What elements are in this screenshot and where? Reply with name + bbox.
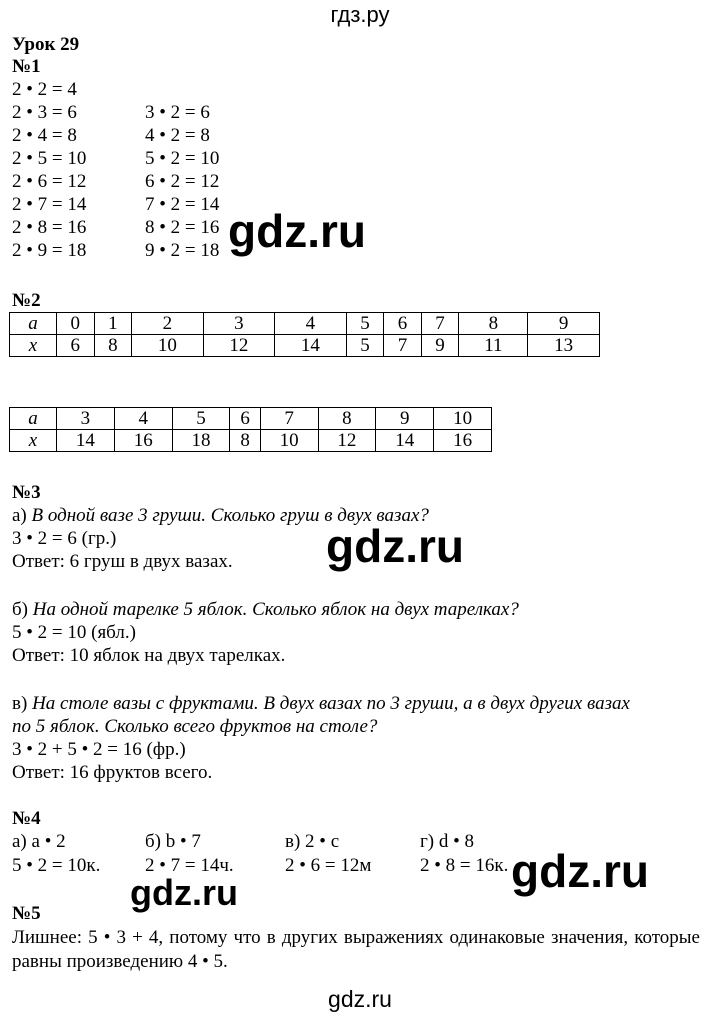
question-text: На одной тарелке 5 яблок. Сколько яблок на двух тарелках?	[32, 599, 519, 620]
table-a-x-2	[9, 407, 492, 452]
equation: 2 • 5 = 10	[12, 148, 87, 169]
task-3c-answer: Ответ: 16 фруктов всего.	[12, 762, 213, 783]
table-cell: 5	[346, 313, 384, 335]
site-header: гдз.ру	[330, 2, 390, 27]
table-row-x	[10, 430, 492, 452]
equation: 2 • 9 = 18	[12, 240, 87, 261]
table-cell: 10	[260, 430, 318, 452]
question-text: На столе вазы с фруктами. В двух вазах по 3 груши, а в двух других вазах	[32, 693, 630, 714]
table-cell: 13	[528, 335, 600, 357]
table-header-a: a	[10, 313, 57, 335]
table-cell: 18	[172, 430, 230, 452]
table-cell: 1	[94, 313, 132, 335]
table-cell: 8	[94, 335, 132, 357]
table-cell: 8	[230, 430, 260, 452]
task-5-title: №5	[12, 903, 41, 924]
table-cell: 12	[318, 430, 376, 452]
table-cell: 12	[203, 335, 275, 357]
task-3-title: №3	[12, 482, 41, 503]
table-cell: 6	[57, 335, 95, 357]
equation: 6 • 2 = 12	[145, 171, 220, 192]
task-3c-question-line-1	[12, 693, 630, 715]
equation: 2 • 8 = 16	[12, 217, 87, 238]
table-header-a: a	[10, 408, 57, 430]
watermark: gdz.ru	[511, 845, 649, 897]
equation: 8 • 2 = 16	[145, 217, 220, 238]
task-4-expression: а) a • 2	[12, 831, 66, 852]
equation: 2 • 2 = 4	[12, 79, 77, 100]
table-cell: 3	[203, 313, 275, 335]
table-cell: 9	[528, 313, 600, 335]
question-text: В одной вазе 3 груши. Сколько груш в двух вазах?	[31, 505, 429, 526]
lesson-title: Урок 29	[12, 34, 80, 55]
table-cell: 8	[459, 313, 528, 335]
table-cell: 4	[275, 313, 347, 335]
equation: 9 • 2 = 18	[145, 240, 220, 261]
table-cell: 11	[459, 335, 528, 357]
equation: 5 • 2 = 10	[145, 148, 220, 169]
equation: 2 • 3 = 6	[12, 102, 77, 123]
table-cell: 6	[384, 313, 422, 335]
watermark: gdz.ru	[326, 520, 464, 572]
watermark: gdz.ru	[130, 872, 238, 913]
task-4-expression: б) b • 7	[145, 831, 201, 852]
watermark: gdz.ru	[228, 205, 366, 257]
table-cell: 8	[318, 408, 376, 430]
task-3c-question-line-2: по 5 яблок. Сколько всего фруктов на столе?	[12, 716, 378, 737]
equation: 7 • 2 = 14	[145, 194, 220, 215]
table-cell: 5	[172, 408, 230, 430]
table-cell: 16	[434, 430, 492, 452]
table-cell: 3	[57, 408, 115, 430]
task-4-title: №4	[12, 808, 41, 829]
task-4-result: 5 • 2 = 10к.	[12, 855, 101, 876]
table-cell: 6	[230, 408, 260, 430]
task-4-result: 2 • 8 = 16к.	[420, 855, 509, 876]
table-cell: 9	[376, 408, 434, 430]
table-cell: 4	[114, 408, 172, 430]
table-cell: 14	[376, 430, 434, 452]
table-a-x-1	[9, 312, 600, 357]
table-cell: 7	[384, 335, 422, 357]
table-row-a	[10, 313, 600, 335]
equation: 2 • 6 = 12	[12, 171, 87, 192]
equation: 4 • 2 = 8	[145, 125, 210, 146]
table-cell: 7	[421, 313, 459, 335]
equation: 3 • 2 = 6	[145, 102, 210, 123]
task-4-expression: г) d • 8	[420, 831, 475, 852]
task-3a-answer: Ответ: 6 груш в двух вазах.	[12, 551, 233, 572]
table-header-x: x	[10, 335, 57, 357]
equation: 2 • 7 = 14	[12, 194, 87, 215]
table-row-x	[10, 335, 600, 357]
table-cell: 14	[57, 430, 115, 452]
footer-watermark: gdz.ru	[328, 986, 392, 1012]
table-cell: 10	[434, 408, 492, 430]
task-4-result: 2 • 6 = 12м	[285, 855, 372, 876]
table-row-a	[10, 408, 492, 430]
task-3c-solution: 3 • 2 + 5 • 2 = 16 (фр.)	[12, 739, 186, 760]
task-5-text: Лишнее: 5 • 3 + 4, потому что в других выражениях одинаковые значения, которые равны произведению 4 • 5.	[12, 927, 700, 972]
table-cell: 5	[346, 335, 384, 357]
table-cell: 7	[260, 408, 318, 430]
task-2-title: №2	[12, 290, 41, 311]
table-cell: 14	[275, 335, 347, 357]
item-label: б)	[12, 599, 28, 620]
task-3b-question	[12, 599, 519, 621]
task-3a-solution: 3 • 2 = 6 (гр.)	[12, 528, 117, 549]
table-cell: 10	[132, 335, 204, 357]
table-cell: 9	[421, 335, 459, 357]
table-cell: 2	[132, 313, 204, 335]
table-cell: 16	[114, 430, 172, 452]
task-4-expression: в) 2 • с	[285, 831, 340, 852]
table-cell: 0	[57, 313, 95, 335]
task-3b-answer: Ответ: 10 яблок на двух тарелках.	[12, 645, 286, 666]
equation: 2 • 4 = 8	[12, 125, 77, 146]
table-header-x: x	[10, 430, 57, 452]
task-3b-solution: 5 • 2 = 10 (ябл.)	[12, 622, 136, 643]
item-label: в)	[12, 693, 28, 714]
item-label: а)	[12, 505, 27, 526]
task-1-title: №1	[12, 56, 41, 77]
task-4-result: 2 • 7 = 14ч.	[145, 855, 234, 876]
